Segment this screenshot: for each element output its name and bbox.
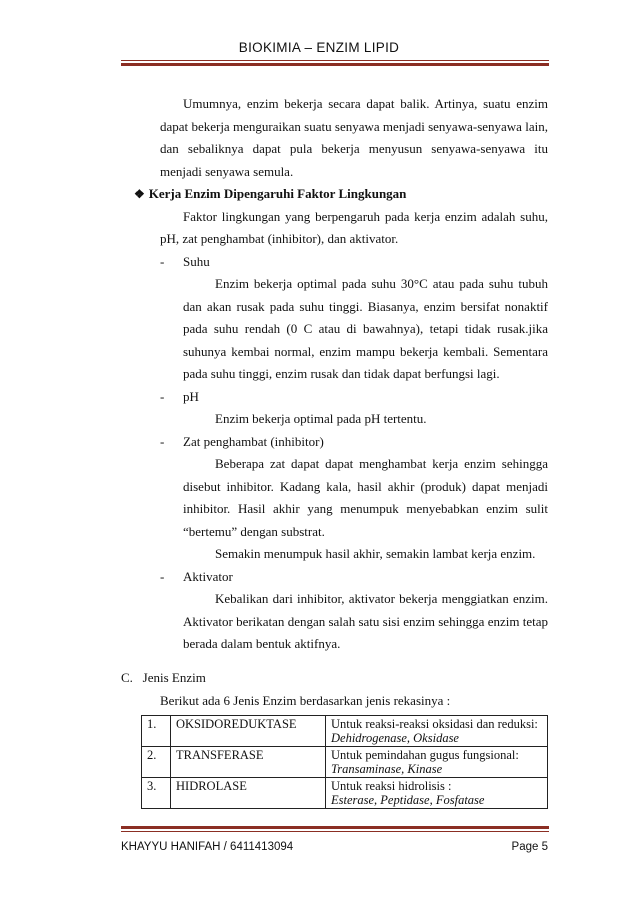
suhu-line-4: suhunya kembai normal, enzim mampu bekerja kembali. Sementara <box>183 344 548 359</box>
dash-bullet-aktivator: - <box>160 569 165 584</box>
table-row <box>142 747 548 778</box>
inhibitor-line-1: Beberapa zat dapat dapat menghambat kerja enzim sehingga <box>215 456 548 471</box>
factors-line-2: pH, zat penghambat (inhibitor), dan aktivator. <box>160 231 399 246</box>
item-suhu-label: Suhu <box>183 254 210 269</box>
enzyme-name: TRANSFERASE <box>171 747 326 778</box>
table-row <box>142 716 548 747</box>
footer-rule-thick <box>121 826 549 829</box>
row-number: 2. <box>142 747 171 778</box>
enzyme-examples: Transaminase, Kinase <box>331 762 443 776</box>
intro-line-1: Umumnya, enzim bekerja secara dapat balik. Artinya, suatu enzim <box>183 96 548 111</box>
footer-rule-thin <box>121 831 549 832</box>
enzyme-description-cell <box>326 716 548 747</box>
inhibitor-line-2: disebut inhibitor. Kadang kala, hasil akhir (produk) dapat menjadi <box>183 479 548 494</box>
suhu-line-2: dan akan rusak pada suhu tinggi. Biasanya, enzim bersifat nonaktif <box>183 299 548 314</box>
enzyme-name: OKSIDOREDUKTASE <box>171 716 326 747</box>
enzyme-description: Untuk reaksi hidrolisis : <box>331 779 452 793</box>
footer-page-number: Page 5 <box>511 841 548 853</box>
row-number: 3. <box>142 778 171 809</box>
enzyme-description: Untuk reaksi-reaksi oksidasi dan reduksi: <box>331 717 538 731</box>
enzyme-description-cell <box>326 747 548 778</box>
inhibitor-line-4: “bertemu” dengan substrat. <box>183 524 325 539</box>
factors-heading <box>134 186 406 202</box>
aktivator-line-2: Aktivator berikatan dengan salah satu sisi enzim sehingga enzim tetap <box>183 614 548 629</box>
header-rule-thin <box>121 60 549 61</box>
enzyme-examples: Dehidrogenase, Oksidase <box>331 731 459 745</box>
page-header-title: BIOKIMIA – ENZIM LIPID <box>238 40 400 55</box>
section-c-heading: C. Jenis Enzim <box>121 670 206 685</box>
item-ph-label: pH <box>183 389 199 404</box>
dash-bullet-suhu: - <box>160 254 165 269</box>
intro-line-4: menjadi senyawa semula. <box>160 164 294 179</box>
table-row <box>142 778 548 809</box>
aktivator-line-1: Kebalikan dari inhibitor, aktivator bekerja menggiatkan enzim. <box>215 591 548 606</box>
aktivator-line-3: berada dalam bentuk aktifnya. <box>183 636 341 651</box>
dash-bullet-inhibitor: - <box>160 434 165 449</box>
item-aktivator-label: Aktivator <box>183 569 233 584</box>
suhu-line-5: pada suhu tinggi, enzim rusak dan tidak dapat berfungsi lagi. <box>183 366 500 381</box>
enzyme-name: HIDROLASE <box>171 778 326 809</box>
enzyme-examples: Esterase, Peptidase, Fosfatase <box>331 793 485 807</box>
enzyme-types-table <box>141 715 548 809</box>
intro-line-3: dan sebaliknya dapat pula bekerja menyusun senyawa-senyawa itu <box>160 141 548 156</box>
intro-line-2: dapat bekerja menguraikan suatu senyawa menjadi senyawa-senyawa lain, <box>160 119 548 134</box>
suhu-line-1: Enzim bekerja optimal pada suhu 30°C atau pada suhu tubuh <box>215 276 548 291</box>
ph-line-1: Enzim bekerja optimal pada pH tertentu. <box>215 411 427 426</box>
row-number: 1. <box>142 716 171 747</box>
suhu-line-3: pada suhu rendah (0 C atau di bawahnya), tetapi tidak rusak.jika <box>183 321 548 336</box>
footer-author: KHAYYU HANIFAH / 6411413094 <box>121 841 294 853</box>
factors-line-1: Faktor lingkungan yang berpengaruh pada kerja enzim adalah suhu, <box>183 209 548 224</box>
factors-heading-text: Kerja Enzim Dipengaruhi Faktor Lingkungan <box>148 186 407 201</box>
section-c-intro: Berikut ada 6 Jenis Enzim berdasarkan jenis rekasinya : <box>160 693 451 708</box>
inhibitor-line-5: Semakin menumpuk hasil akhir, semakin lambat kerja enzim. <box>215 546 536 561</box>
header-rule-thick <box>121 63 549 66</box>
item-inhibitor-label: Zat penghambat (inhibitor) <box>183 434 324 449</box>
dash-bullet-ph: - <box>160 389 165 404</box>
diamond-bullet-icon: ❖ <box>134 187 145 201</box>
enzyme-description-cell <box>326 778 548 809</box>
enzyme-description: Untuk pemindahan gugus fungsional: <box>331 748 519 762</box>
inhibitor-line-3: inhibitor. Hasil akhir yang menumpuk menyebabkan enzim sulit <box>183 501 548 516</box>
